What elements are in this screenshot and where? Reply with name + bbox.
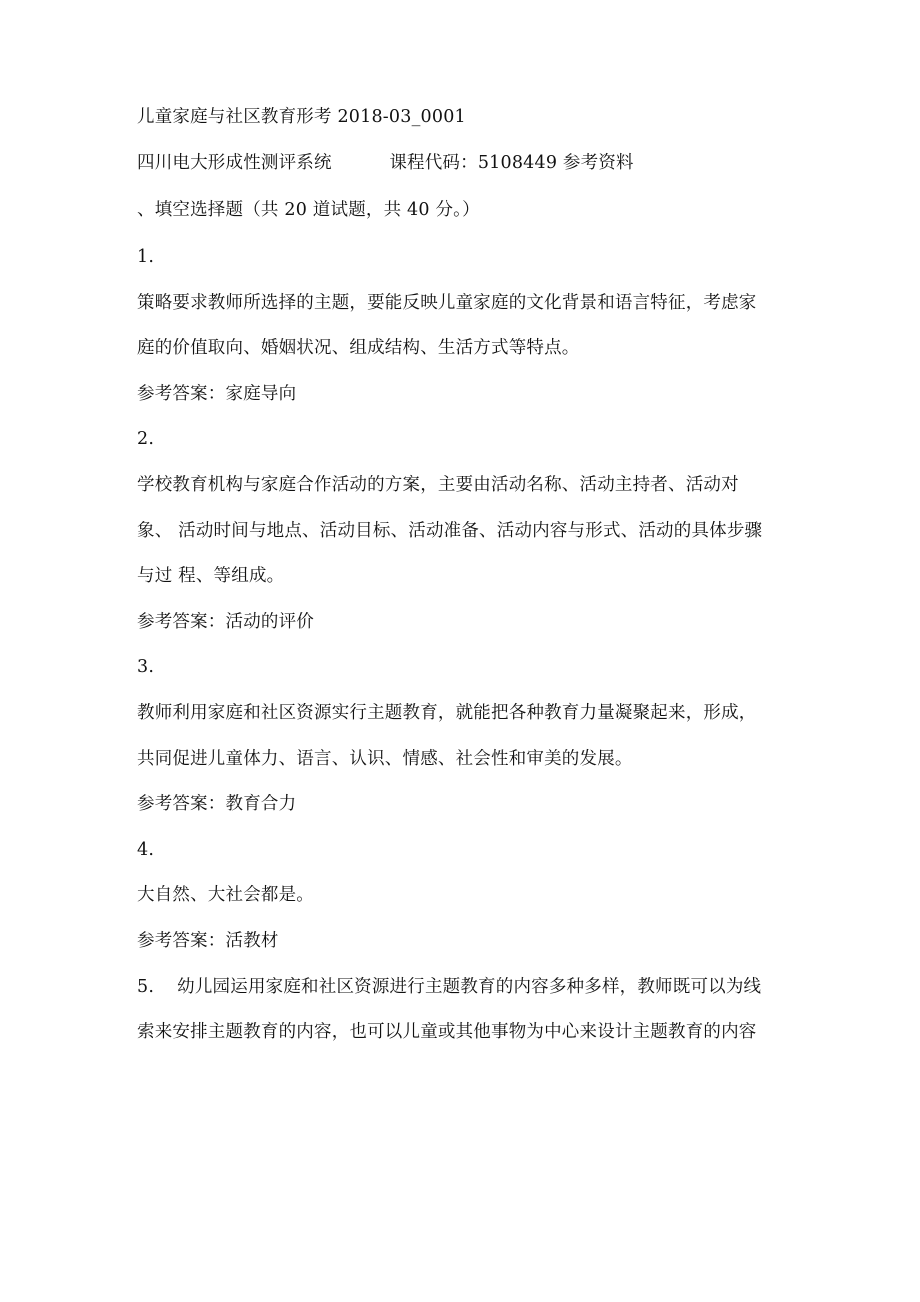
document-subtitle: 四川电大形成性测评系统 课程代码：5108449 参考资料 <box>137 153 634 173</box>
document-line: 共同促进儿童体力、语言、认识、情感、社会性和审美的发展。 <box>137 748 633 769</box>
document-title: 儿童家庭与社区教育形考 2018-03_0001 <box>137 107 466 127</box>
document-line: 参考答案：家庭导向 <box>137 383 297 404</box>
document-line: 象、 活动时间与地点、活动目标、活动准备、活动内容与形式、活动的具体步骤 <box>137 520 763 541</box>
document-line: 参考答案：活教材 <box>137 931 279 951</box>
document-line: 与过 程、等组成。 <box>137 566 285 587</box>
document-line: 5. 幼儿园运用家庭和社区资源进行主题教育的内容多种多样，教师既可以为线 <box>137 976 762 997</box>
document-line: 学校教育机构与家庭合作活动的方案，主要由活动名称、活动主持者、活动对 <box>137 475 739 495</box>
document-line: 4. <box>137 839 155 860</box>
document-line: 策略要求教师所选择的主题，要能反映儿童家庭的文化背景和语言特征，考虑家 <box>137 292 757 313</box>
document-line: 1. <box>137 247 155 267</box>
document-line: 大自然、大社会都是。 <box>137 885 314 906</box>
document-line: 教师利用家庭和社区资源实行主题教育，就能把各种教育力量凝聚起来，形成， <box>137 703 757 723</box>
section-heading: 、填空选择题（共 20 道试题，共 40 分。） <box>137 200 480 220</box>
document-line: 2. <box>137 429 155 450</box>
document-line: 参考答案：教育合力 <box>137 794 297 815</box>
document-line: 3. <box>137 657 155 678</box>
document-line: 参考答案：活动的评价 <box>137 611 314 632</box>
document-line: 索来安排主题教育的内容，也可以儿童或其他事物为中心来设计主题教育的内容 <box>137 1022 757 1043</box>
document-line: 庭的价值取向、婚姻状况、组成结构、生活方式等特点。 <box>137 338 580 359</box>
